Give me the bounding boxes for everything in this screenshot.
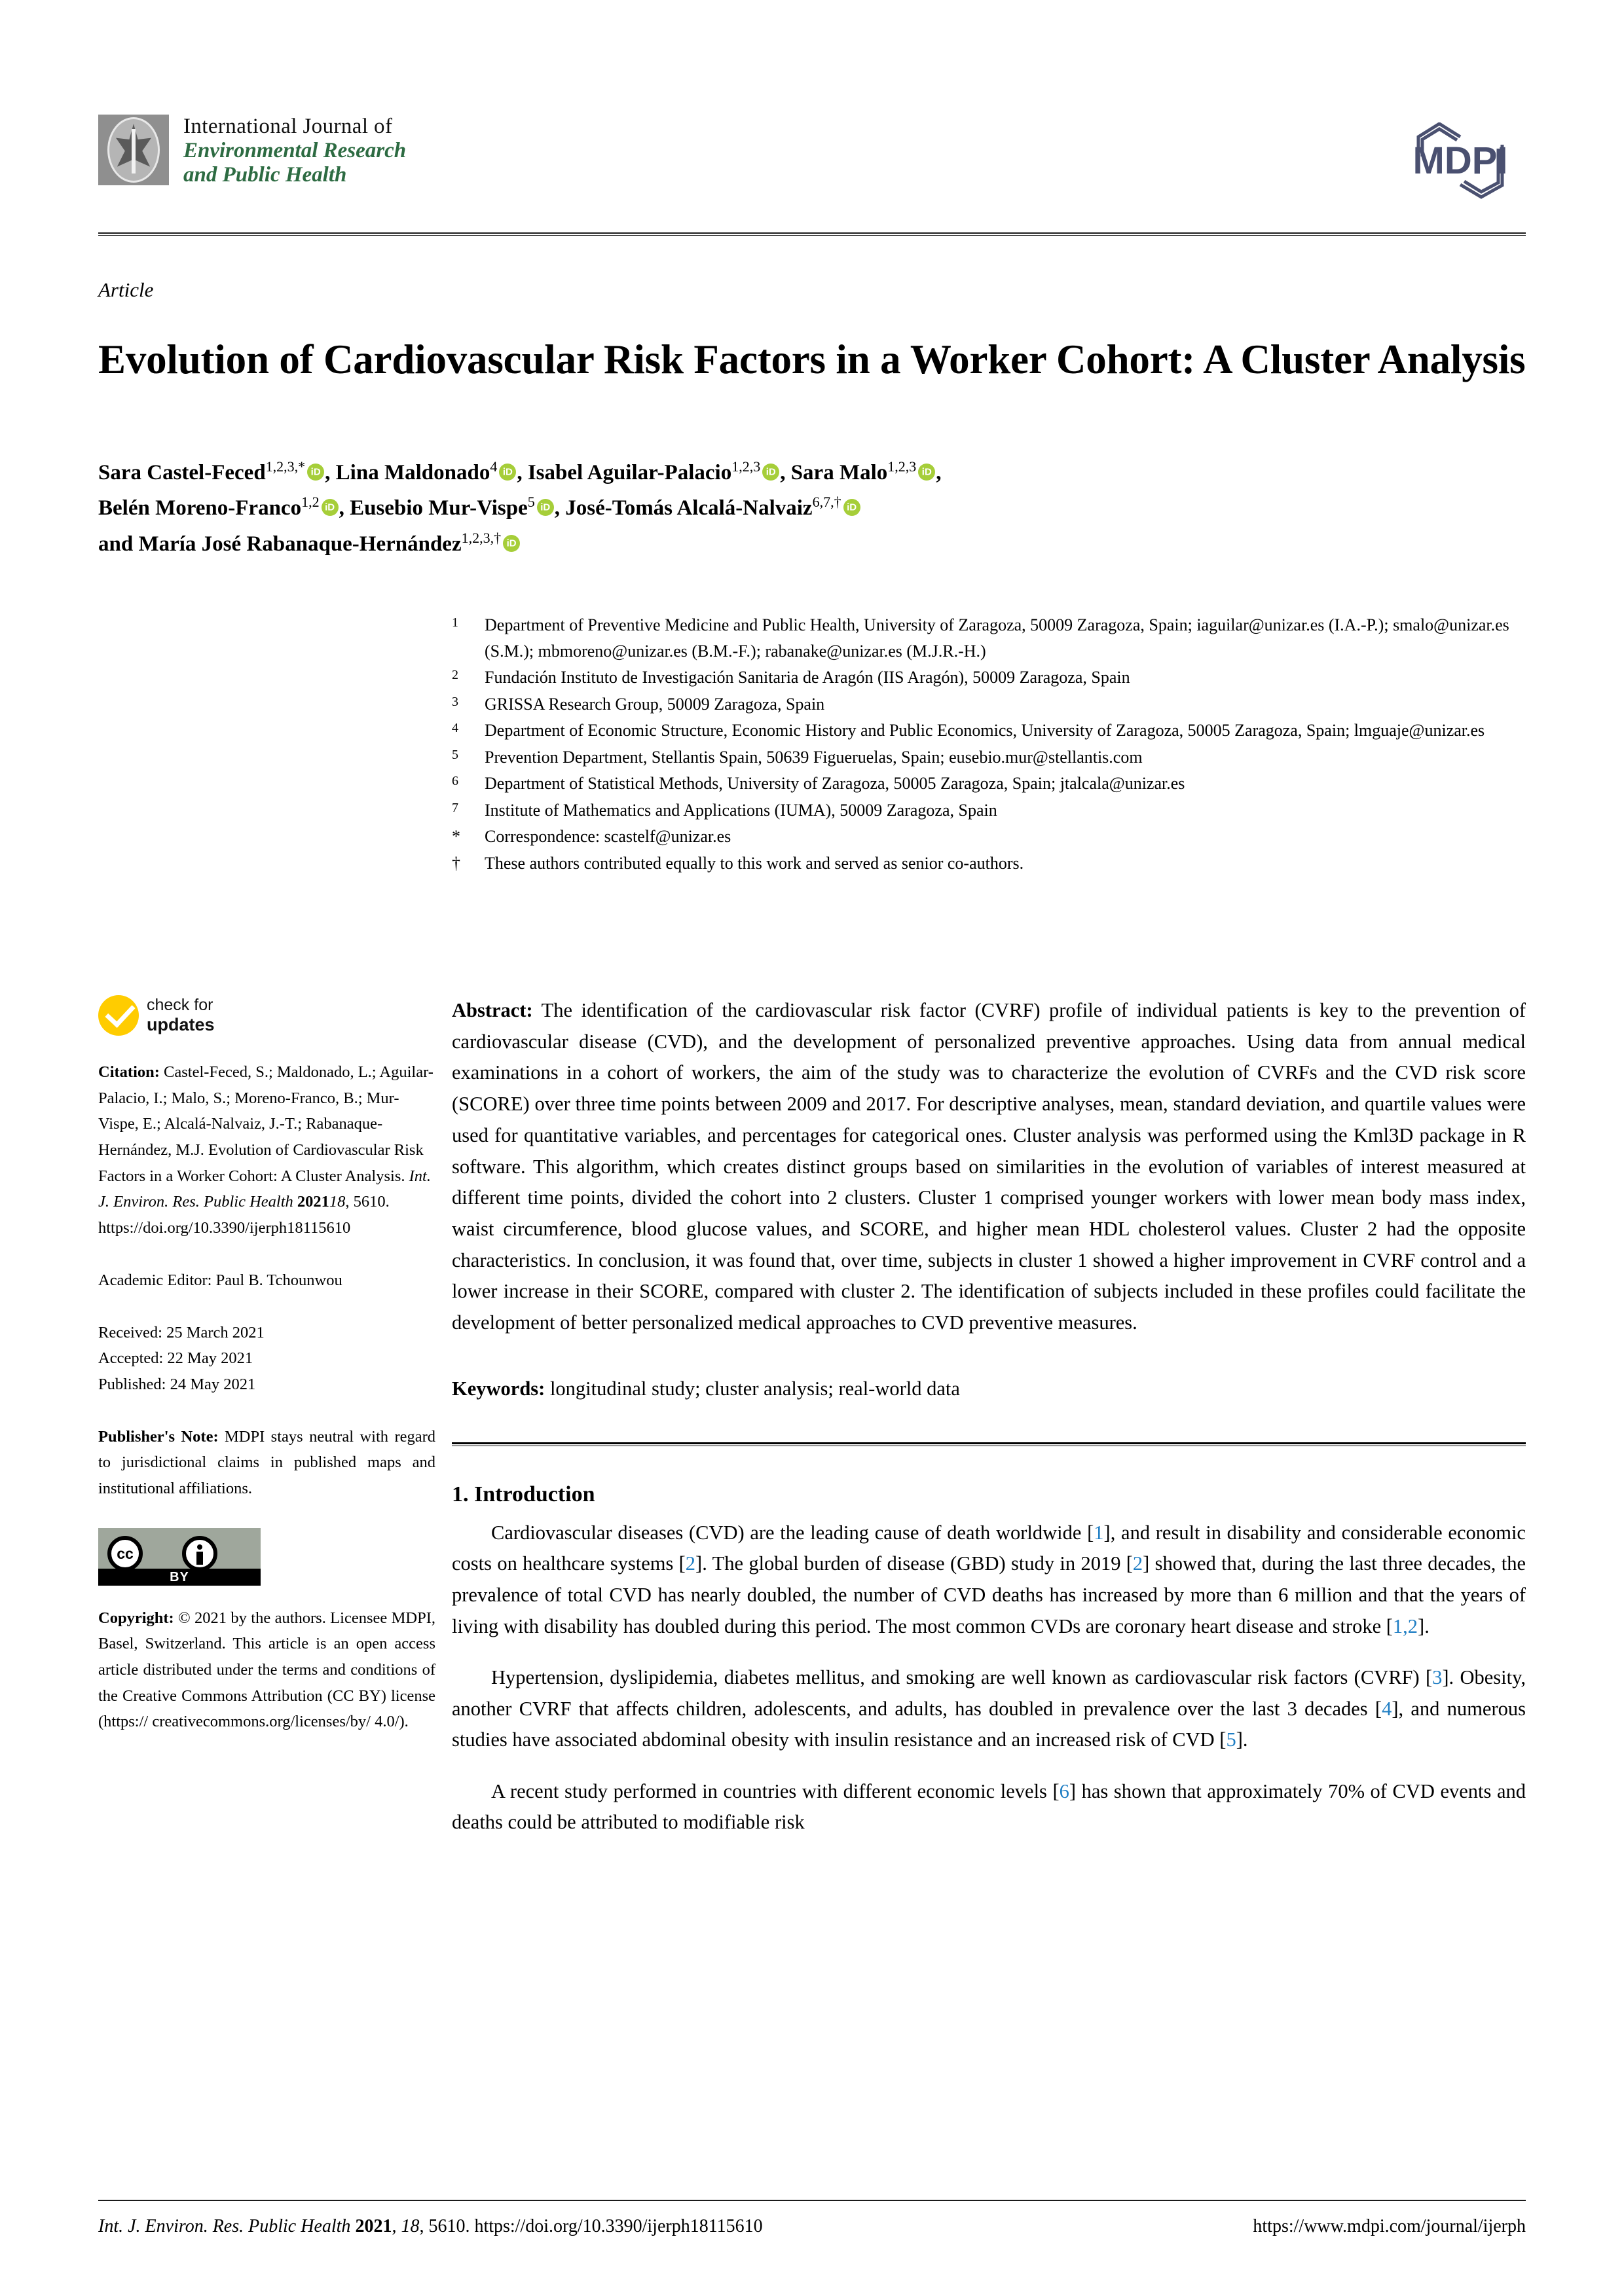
orcid-icon[interactable] [537,499,554,516]
author-entry: Sara Malo$^{1,2,3}$ iD , [791,461,942,484]
equal-contribution-item [452,850,1526,877]
par3-segment-a: A recent study performed in countries with different economic levels [ [491,1779,1060,1802]
author-name: Belén Moreno-Franco [98,496,302,520]
author-entry: Eusebio Mur-Vispe$^5$ iD , [350,496,560,520]
publishers-note [98,1424,435,1502]
accepted-date: Accepted: 22 May 2021 [98,1349,253,1368]
affiliation-item [452,691,1526,718]
footer-divider [98,2200,1526,2201]
author-affiliation-marker: 6,7,† [812,494,841,511]
correspondence-marker: * [452,827,460,847]
author-affiliation-marker: 1,2,3 [731,458,761,475]
par2-segment-b: ]. Obesity, another CVRF that affects children, adolescents, and adults, has doubled in prevalence over the last 3 decades [ [452,1666,1526,1720]
affiliation-item [452,612,1526,664]
reference-link-3[interactable]: 2 [1132,1552,1143,1575]
affiliation-marker: 5 [452,747,458,762]
introduction-paragraph-3 [452,1776,1526,1838]
abstract-text: The identification of the cardiovascular risk factor (CVRF) profile of individual patients is key to the prevention of cardiovascular disease (CVD), and the development of personalized preventive approaches. Using data from annual medical examinations in a cohort of workers, the aim of the study was to characterize the evolution of CVRFs and the CVD risk score (SCORE) over three time points between 2009 and 2017. For descriptive analyses, mean, standard deviation, and quartile values were used for quantitative variables, and percentages for categorical ones. Cluster analysis was performed using the Kml3D package in R software. This algorithm, which creates distinct groups based on similarities in the evolution of variables of interest measured at different time points, divided the cohort into 2 clusters. Cluster 1 comprised younger workers with lower mean body mass index, waist circumference, blood glucose values, and SCORE, and higher mean HDL cholesterol values. Cluster 2 had the opposite characteristics. In conclusion, it was found that, over time, subjects in cluster 1 showed a higher improvement in CVRF control and a lower increase in their SCORE, compared with cluster 2. The identification of subjects included in these profiles could facilitate the development of better personalized medical approaches to CVD preventive measures. [452,999,1526,1334]
reference-link-5[interactable]: 3 [1432,1666,1443,1689]
checkmark-icon [98,995,139,1036]
affiliation-marker: 4 [452,721,458,736]
par1-segment-c: ]. The global burden of disease (GBD) study in 2019 [ [695,1552,1133,1575]
author-affiliation-marker: 4 [490,458,498,475]
orcid-icon[interactable] [918,464,935,481]
affiliation-text: Prevention Department, Stellantis Spain, 50639 Figueruelas, Spain; eusebio.mur@stellantis.com [485,747,1143,767]
author-affiliation-marker: 1,2,3,* [265,458,306,475]
page-title: Evolution of Cardiovascular Risk Factors in a Worker Cohort: A Cluster Analysis [98,337,1526,383]
affiliation-item [452,771,1526,797]
masthead [98,115,1526,236]
keywords [452,1374,1526,1404]
affiliation-marker: 7 [452,800,458,815]
affiliation-item [452,744,1526,771]
copyright-label: Copyright: [98,1609,174,1627]
sidebar [98,995,435,1761]
affiliation-item [452,665,1526,691]
check-for-updates-badge[interactable] [98,995,435,1036]
citation-doi[interactable]: https://doi.org/10.3390/ijerph18115610 [98,1219,351,1237]
author-name: Sara Castel-Feced [98,461,266,484]
footer-year: 2021 [355,2216,392,2236]
orcid-icon[interactable] [322,499,339,516]
affiliation-marker: 3 [452,694,458,709]
par2-segment-c: ], and numerous studies have associated abdominal obesity with insulin resistance and an increased risk of CVD [ [452,1697,1526,1751]
copyright-block [98,1605,435,1735]
check-updates-line2: updates [147,1014,215,1034]
creative-commons-by-icon[interactable] [98,1528,261,1586]
orcid-icon[interactable] [499,464,516,481]
reference-link-7[interactable]: 5 [1226,1728,1236,1751]
author-entry [565,496,860,520]
citation-label: Citation: [98,1063,160,1081]
citation-journal: Int. J. Environ. Res. Public Health [98,1167,431,1211]
academic-editor: Academic Editor: Paul B. Tchounwou [98,1271,342,1289]
affiliation-list [452,612,1526,877]
affiliation-text: Fundación Instituto de Investigación Sanitaria de Aragón (IIS Aragón), 50009 Zaragoza, Spain [485,668,1130,687]
par1-segment-a: Cardiovascular diseases (CVD) are the leading cause of death worldwide [ [491,1521,1094,1544]
mdpi-logo-icon [1395,122,1526,200]
publishers-note-label: Publisher's Note: [98,1427,219,1446]
svg-text:MDPI: MDPI [1412,139,1508,182]
publishers-note-text: MDPI stays neutral with regard to jurisdictional claims in published maps and institutional affiliations. [98,1427,436,1497]
footer-doi: , 5610. https://doi.org/10.3390/ijerph18115610 [419,2216,763,2236]
author-affiliation-marker: 1,2 [301,494,320,511]
affiliation-text: GRISSA Research Group, 50009 Zaragoza, Spain [485,694,825,714]
journal-globe-caduceus-icon [98,115,169,185]
orcid-icon[interactable] [762,464,779,481]
author-name: Sara Malo [790,461,888,484]
check-updates-line1: check for [147,996,213,1015]
keywords-text: longitudinal study; cluster analysis; real-world data [545,1377,960,1400]
par1-segment-e: ]. [1418,1614,1430,1637]
footer-journal-url[interactable]: https://www.mdpi.com/journal/ijerph [1253,2216,1526,2236]
journal-name-line3: and Public Health [183,162,347,187]
cc-circle-icon: cc [107,1536,143,1571]
reference-link-6[interactable]: 4 [1382,1697,1392,1720]
author-entry: Isabel Aguilar-Palacio$^{1,2,3}$ iD , [528,461,786,484]
affiliation-marker: 2 [452,668,458,683]
author-entry: Sara Castel-Feced$^{1,2,3,*}$ iD , [98,461,330,484]
affiliation-text: Department of Economic Structure, Economic History and Public Economics, University of Zaragoza, 50005 Zaragoza, Spain; lmguaje@unizar.es [485,721,1485,740]
section-heading-introduction: 1. Introduction [452,1482,595,1506]
author-affiliation-marker: 1,2,3 [887,458,917,475]
author-name: Eusebio Mur-Vispe [350,496,528,520]
section-divider [452,1442,1526,1446]
affiliation-text: Department of Statistical Methods, University of Zaragoza, 50005 Zaragoza, Spain; jtalcala@unizar.es [485,774,1185,793]
masthead-divider [98,232,1526,236]
journal-name-line2: Environmental Research [183,138,407,162]
par1-segment-d: ] showed that, during the last three decades, the prevalence of total CVD has nearly doubled, the number of CVD deaths has increased by more than 6 million and that the years of living with disability has doubled during this period. The most common CVDs are coronary heart disease and stroke [ [452,1552,1526,1637]
par1-segment-b: ], and result in disability and considerable economic costs on healthcare systems [ [452,1521,1526,1575]
reference-link-4[interactable]: 1,2 [1392,1614,1418,1637]
publication-dates [98,1320,435,1398]
introduction-paragraph-1 [452,1518,1526,1643]
author-affiliation-marker: 1,2,3,† [461,529,502,546]
citation-article-number: 5610. [353,1193,390,1211]
by-person-icon [182,1536,217,1571]
abstract-label: Abstract: [452,999,533,1021]
orcid-icon[interactable] [503,535,520,552]
correspondence-text: Correspondence: scastelf@unizar.es [485,827,731,847]
author-name: José-Tomás Alcalá-Nalvaiz [565,496,813,520]
author-entry [98,529,521,556]
citation-authors: Castel-Feced, S.; Maldonado, L.; Aguilar-Palacio, I.; Malo, S.; Moreno-Franco, B.; Mur-Vispe, E.; Alcalá-Nalvaiz, J.-T.; Rabanaque-Hernández, M.J. Evolution of Cardiovascular Risk Factors in a Worker Cohort: A Cluster Analysis. [98,1063,434,1185]
citation-year: 2021 [297,1193,329,1211]
article-type-label: Article [98,278,154,301]
footer-journal-name: Int. J. Environ. Res. Public Health [98,2216,351,2236]
abstract [452,995,1526,1339]
equal-contribution-text: These authors contributed equally to this work and served as senior co-authors. [485,853,1024,873]
reference-link-2[interactable]: 2 [685,1552,696,1575]
author-entry: Lina Maldonado$^4$ iD , [336,461,523,484]
cc-by-label: BY [170,1569,189,1584]
journal-logo [98,115,406,187]
affiliation-marker: 1 [452,615,458,630]
correspondence-item [452,824,1526,850]
footer-citation [98,2216,763,2237]
affiliation-marker: 6 [452,774,458,789]
orcid-icon[interactable] [307,464,324,481]
introduction-paragraph-2 [452,1662,1526,1756]
equal-contribution-marker: † [452,853,460,873]
author-name: Isabel Aguilar-Palacio [527,461,732,484]
author-affiliation-marker: 5 [527,494,535,511]
par2-segment-a: Hypertension, dyslipidemia, diabetes mellitus, and smoking are well known as cardiovascular risk factors (CVRF) [ [491,1666,1433,1689]
author-name: Lina Maldonado [335,461,490,484]
author-entry: Belén Moreno-Franco$^{1,2}$ iD , [98,496,344,520]
journal-name-line1: International Journal of [183,115,393,138]
par3-segment-b: ] has shown that approximately 70% of CVD events and deaths could be attributed to modifiable risk [452,1779,1526,1834]
page-footer [98,2216,1526,2237]
received-date: Received: 25 March 2021 [98,1323,265,1341]
published-date: Published: 24 May 2021 [98,1375,256,1393]
reference-link-8[interactable]: 6 [1059,1779,1069,1802]
orcid-icon[interactable] [843,499,860,516]
affiliation-text: Institute of Mathematics and Applications (IUMA), 50009 Zaragoza, Spain [485,800,997,820]
par2-segment-d: ]. [1236,1728,1248,1751]
affiliation-item [452,797,1526,824]
copyright-text: © 2021 by the authors. Licensee MDPI, Basel, Switzerland. This article is an open access article distributed under the terms and conditions of the Creative Commons Attribution (CC BY) license (https:// creativecommons.org/licenses/by/ 4.0/). [98,1609,435,1731]
footer-volume: , 18 [392,2216,420,2236]
citation-volume: 18 [329,1193,346,1211]
author-list [98,455,1526,562]
keywords-label: Keywords: [452,1377,545,1400]
citation-block: Citation: Castel-Feced, S.; Maldonado, L.; Aguilar-Palacio, I.; Malo, S.; Moreno-Franco, B.; Mur-Vispe, E.; Alcalá-Nalvaiz, J.-T.; Rabanaque-Hernández, M.J. Evolution of Cardiovascular Risk Factors in a Worker Cohort: A Cluster Analysis. Int. J. Environ. Res. Public Health 202118, 5610. https://doi.org/10.3390/ijerph18115610 [98,1063,434,1237]
reference-link-1[interactable]: 1 [1094,1521,1104,1544]
author-name: and María José Rabanaque-Hernández [98,532,462,556]
affiliation-item [452,718,1526,744]
affiliation-text: Department of Preventive Medicine and Public Health, University of Zaragoza, 50009 Zaragoza, Spain; iaguilar@unizar.es (I.A.-P.); smalo@unizar.es (S.M.); mbmoreno@unizar.es (B.M.-F.); rabanake@unizar.es (M.J.R.-H.) [485,615,1509,661]
main-content [452,995,1526,1859]
